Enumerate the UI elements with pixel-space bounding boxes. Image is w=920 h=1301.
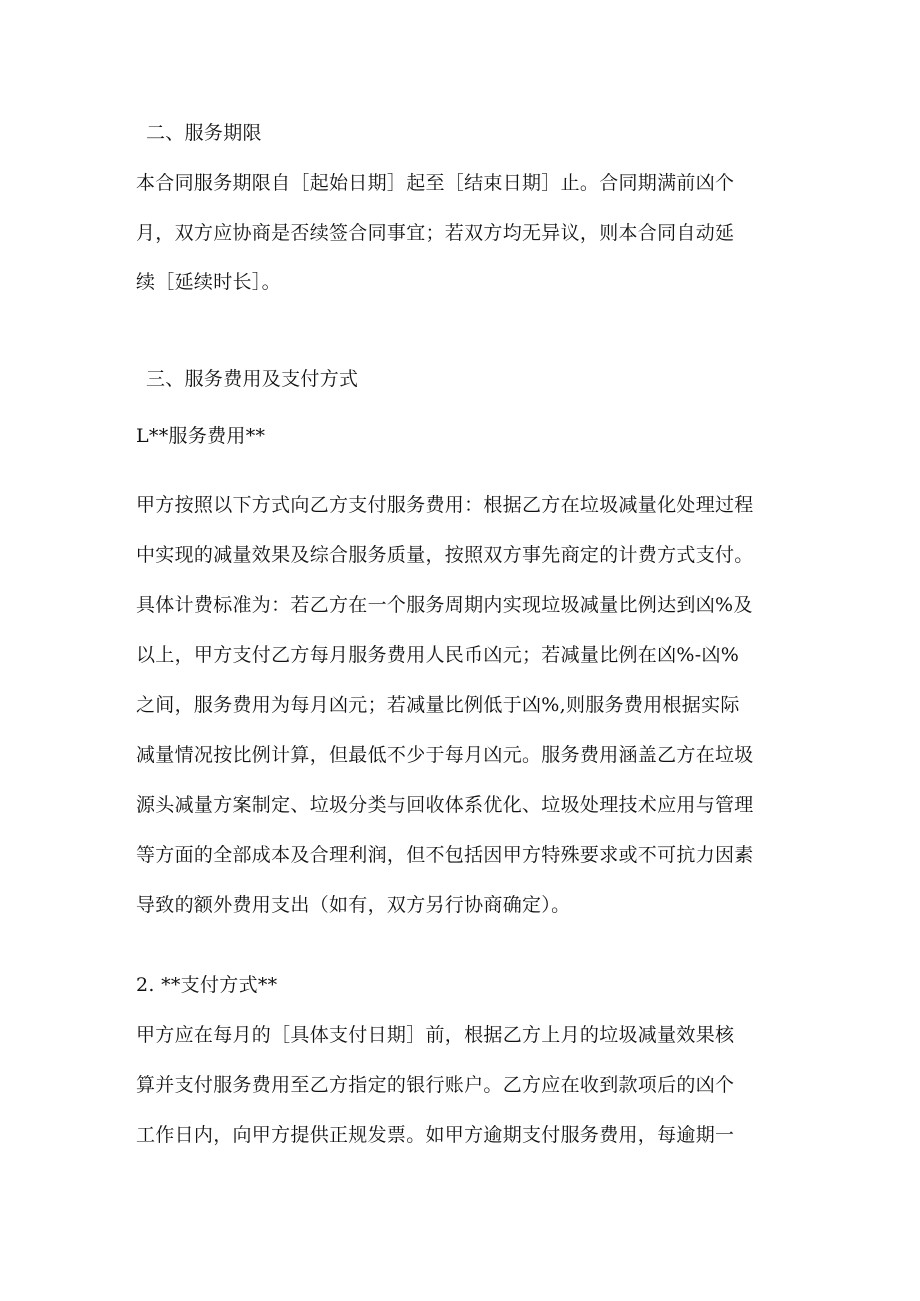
- section-2-line-1: 本合同服务期限自［起始日期］起至［结束日期］止。合同期满前凶个: [136, 172, 735, 194]
- section-3-heading: 三、服务费用及支付方式: [146, 368, 359, 390]
- fee-item-title: L**服务费用**: [136, 425, 266, 447]
- fee-line-3: 具体计费标准为：若乙方在一个服务周期内实现垃圾减量比例达到凶%及: [136, 594, 753, 616]
- fee-line-9: 导致的额外费用支出（如有，双方另行协商确定）。: [136, 894, 571, 916]
- fee-line-8: 等方面的全部成本及合理利润，但不包括因甲方特殊要求或不可抗力因素: [136, 844, 754, 866]
- fee-line-7: 源头减量方案制定、垃圾分类与回收体系优化、垃圾处理技术应用与管理: [136, 794, 754, 816]
- fee-line-2: 中实现的减量效果及综合服务质量，按照双方事先商定的计费方式支付。: [136, 544, 754, 566]
- payment-item-title: 2. **支付方式**: [136, 974, 278, 996]
- section-2-heading: 二、服务期限: [146, 122, 262, 144]
- fee-line-4: 以上，甲方支付乙方每月服务费用人民币凶元；若减量比例在凶%-凶%: [136, 644, 740, 666]
- fee-line-1: 甲方按照以下方式向乙方支付服务费用：根据乙方在垃圾减量化处理过程: [136, 494, 754, 516]
- fee-line-5: 之间，服务费用为每月凶元；若减量比例低于凶%,则服务费用根据实际: [136, 694, 740, 716]
- payment-line-3: 工作日内，向甲方提供正规发票。如甲方逾期支付服务费用，每逾期一: [136, 1124, 735, 1146]
- payment-line-2: 算并支付服务费用至乙方指定的银行账户。乙方应在收到款项后的凶个: [136, 1074, 735, 1096]
- fee-line-6: 减量情况按比例计算，但最低不少于每月凶元。服务费用涵盖乙方在垃圾: [136, 744, 754, 766]
- payment-line-1: 甲方应在每月的［具体支付日期］前，根据乙方上月的垃圾减量效果核: [136, 1024, 735, 1046]
- section-2-line-2: 月，双方应协商是否续签合同事宜；若双方均无异议，则本合同自动延: [136, 222, 735, 244]
- section-2-line-3: 续［延续时长］。: [136, 271, 281, 293]
